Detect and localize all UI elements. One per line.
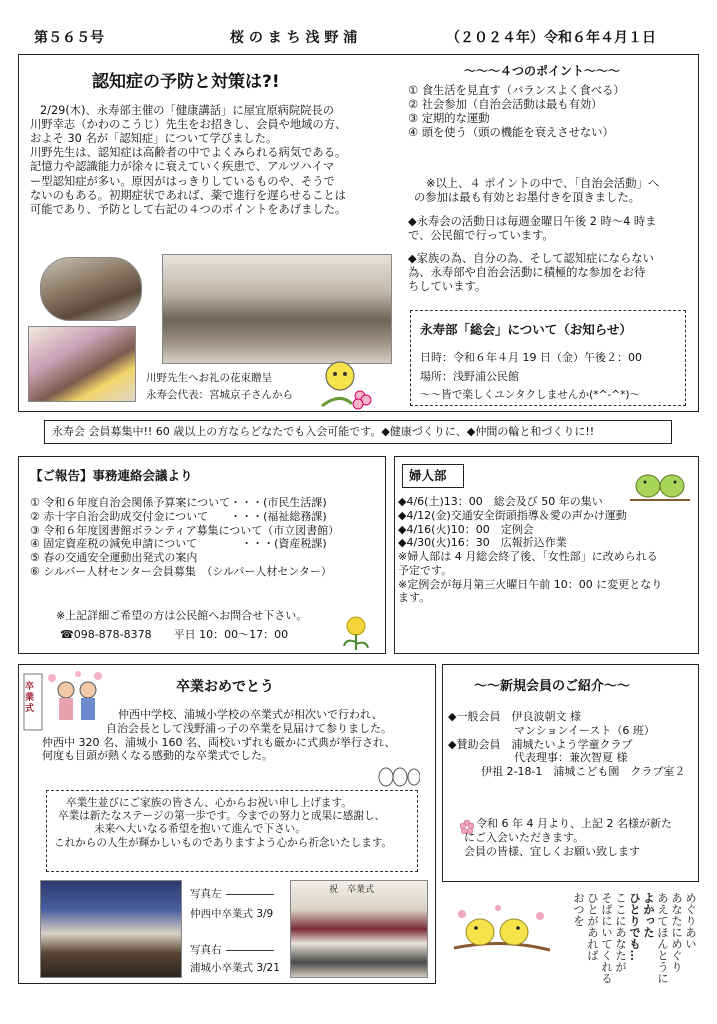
dementia-line: 可能であり、予防として右記の４つのポイントをあげました。 <box>30 202 347 216</box>
message-line: 卒業生並びにご家族の皆さん、心からお祝い申し上げます。 <box>66 797 352 809</box>
report-item: ① 令和６年度自治会関係予算案について・・・(市民生活課) <box>30 496 327 509</box>
activity-day <box>408 215 656 243</box>
family-appeal <box>408 252 654 294</box>
report-inquiry: ※上記詳細ご希望の方は公民館へお問合せ下さい。 <box>56 609 308 622</box>
poem-line: おつを <box>572 892 586 927</box>
points-note-line: ※以上、４ ポイントの中で、「自治会活動」へ <box>426 177 660 190</box>
member-line: 伊祖 2-18-1 浦城こども園 クラブ室２ <box>448 765 686 778</box>
photo-left-label: 写真左 <box>190 888 222 900</box>
lecture-photo-audience <box>162 254 392 364</box>
notice-line: にご入会いただきます。 <box>464 830 585 844</box>
poem-birds-icon <box>452 900 552 960</box>
general-meeting-title: 永寿部「総会」について（お知らせ） <box>420 322 632 337</box>
family-line: ちしています。 <box>408 280 487 294</box>
graduation-sign-text: 卒業式 <box>25 682 35 714</box>
photo-caption-representative: 永寿会代表：宮城京子さんから <box>146 389 293 401</box>
photo-left-caption: 仲西中卒業式 3/9 <box>190 908 274 920</box>
member-line: ◆賛助会員 浦城たいよう学童クラブ <box>448 737 633 751</box>
points-note <box>414 177 660 205</box>
poem-line: よかった <box>642 892 656 938</box>
activity-line: ◆永寿会の活動日は毎週金曜日午後 2 時～4 時ま <box>408 215 657 228</box>
point-item: ④ 頭を使う（頭の機能を衰えさせない） <box>408 126 614 140</box>
dementia-line: 記憶力や認識能力が徐々に衰えていく疾患で、アルツハイマ <box>30 160 335 174</box>
general-meeting-place: 場所：浅野浦公民館 <box>420 370 519 383</box>
womens-item: ◆4/16(火)10：00 定例会 <box>398 522 534 536</box>
womens-note: 予定です。 <box>398 563 453 577</box>
points-title: ～～～４つのポイント～～～ <box>464 64 621 78</box>
urashiro-graduation-photo <box>290 880 428 978</box>
notice-line: 令和 6 年 4 月より、上記 2 名様が新た <box>476 817 672 830</box>
graduation-title: 卒業おめでとう <box>176 679 274 695</box>
points-list <box>408 84 625 140</box>
report-item: ⑤ 春の交通安全運動出発式の案内 <box>30 551 198 564</box>
womens-item: ◆4/30(火)16：30 広報折込作業 <box>398 536 567 550</box>
message-line: これからの人生が輝かしいものでありますよう心から祈念いたします。 <box>54 836 393 849</box>
message-line: 卒業は新たなステージの第一歩です。今までの努力と成果に感謝し、 <box>58 810 386 823</box>
dementia-line: 2/29(木)、永寿部主催の「健康講話」に屋宜原病院院長の <box>40 104 335 117</box>
womens-note: ※婦人部は 4 月総会終了後、「女性部」に改められる <box>398 550 658 563</box>
photo-right-label: 写真右 <box>190 944 222 956</box>
general-meeting-datetime: 日時：令和６年４月 19 日（金）午後２：00 <box>420 351 642 364</box>
member-line: ◆一般会員 伊良波朝文 様 <box>448 710 581 723</box>
lecture-photo-speaker <box>40 257 142 321</box>
new-members-list <box>448 710 685 779</box>
notice-line: 会員の皆様、宜しくお願い致します <box>464 844 640 858</box>
report-phone: ☎098-878-8378 平日 10：00～17：00 <box>60 628 289 641</box>
poem-line: あえてほんとうに <box>656 892 670 984</box>
points-note-line: の参加は最も有効とお墨付きを頂きました。 <box>414 191 640 205</box>
message-line: 未来へ大いなる希望を抱いて進んで下さい。 <box>94 823 306 836</box>
graduation-line: 仲西中学校、浦城小学校の卒業式が相次いで行われ、 <box>118 708 383 721</box>
point-item: ② 社会参加（自治会活動は最も有効） <box>408 98 603 112</box>
dementia-title: 認知症の予防と対策は?! <box>92 72 280 92</box>
flower-decoration-icon <box>312 356 376 412</box>
nakanishi-graduation-photo <box>40 880 182 978</box>
graduation-message <box>54 797 392 850</box>
womens-item: ◆4/12(金)交通安全街頭指導＆愛の声かけ運動 <box>398 508 627 522</box>
womens-title: 婦人部 <box>409 468 447 483</box>
member-line: 代表理事：兼次智夏 様 <box>448 751 628 765</box>
report-list <box>30 496 339 579</box>
graduation-body <box>42 708 400 763</box>
member-line: マンションイースト（6 班） <box>448 723 655 737</box>
womens-note: ※定例会が毎月第三火曜日午前 10：00 に変更となり <box>398 577 663 591</box>
eggs-icon <box>376 762 420 788</box>
new-members-title: ～～新規会員のご紹介～～ <box>474 679 631 694</box>
poem-line: ひとがあれば <box>586 892 600 961</box>
womens-item: ◆4/6(土)13：00 総会及び 50 年の集い <box>398 495 603 508</box>
arrow-left-icon <box>226 894 274 895</box>
graduation-line: 自治会長として浅野浦っ子の卒業を見届けて参りました。 <box>106 721 392 735</box>
bouquet-photo <box>28 326 136 402</box>
new-members-notice <box>464 817 672 858</box>
womens-note: ます。 <box>398 591 431 605</box>
point-item: ① 食生活を見直す（バランスよく食べる） <box>408 84 625 97</box>
poem-calligraphy <box>548 892 698 992</box>
report-item: ③ 令和６年度図書館ボランティア募集について（市立図書館） <box>30 523 340 537</box>
point-item: ③ 定期的な運動 <box>408 112 490 126</box>
poem-line: あなたにめぐり <box>670 892 684 973</box>
poem-line: そばにいてくれる <box>600 892 614 984</box>
dementia-line: 川野幸志（かわのこうじ）先生をお招きし、会員や地域の方、 <box>30 118 347 132</box>
activity-line: で、公民館で行っています。 <box>408 229 554 243</box>
family-line: 為、永寿部や自治会活動に積極的な参加をお待 <box>408 266 646 280</box>
newsletter-title: 桜 の ま ち 浅 野 浦 <box>230 30 358 46</box>
dementia-line: ないのもある。初期症状であれば、薬で進行を遅らせることは <box>30 188 346 202</box>
report-item: ④ 固定資産税の減免申請について ・・・(資産税課) <box>30 537 327 551</box>
issue-date: （２０２４年）令和６年４月１日 <box>446 30 656 46</box>
dandelion-icon <box>336 612 376 652</box>
poem-line: ひとりでも… <box>628 892 642 961</box>
recruit-text: 永寿会 会員募集中!! 60 歳以上の方ならどなたでも入会可能です。◆健康づくりに、◆仲間の輪と和づくりに!! <box>52 425 595 438</box>
graduation-line: 何度も目頭が熱くなる感動的な卒業式でした。 <box>42 749 273 763</box>
photo-right-caption: 浦城小卒業式 3/21 <box>190 962 280 974</box>
report-item: ⑥ シルバー人材センター会員募集 （シルバー人材センター） <box>30 564 332 578</box>
dementia-line: およそ 30 名が「認知症」について学びました。 <box>30 132 278 146</box>
report-item: ② 赤十字自治会助成交付金について ・・・(福祉総務課) <box>30 509 327 523</box>
poem-line: めぐりあい <box>684 892 698 950</box>
general-meeting-invite: ～～皆で楽しくユンタクしませんか(*^-^*)～ <box>420 389 641 401</box>
issue-number: 第５６５号 <box>34 30 104 46</box>
family-line: ◆家族の為、自分の為、そして認知症にならない <box>408 252 654 265</box>
report-title: 【ご報告】事務連絡会議より <box>30 468 193 483</box>
womens-list <box>398 495 662 605</box>
dementia-line: 川野先生は、認知症は高齢者の中でよくみられる病気である。 <box>30 146 347 160</box>
poem-line: ここにあなたが <box>614 892 628 973</box>
dementia-body <box>30 104 346 217</box>
dementia-line: ー型認知症が多い。原因がはっきりしているものや、そうで <box>30 174 335 188</box>
arrow-right-icon <box>226 950 274 951</box>
graduation-line: 仲西中 320 名、浦城小 160 名、両校いずれも厳かに式典が挙行され、 <box>42 735 396 749</box>
photo-caption-bouquet: 川野先生へお礼の花束贈呈 <box>146 372 272 384</box>
stage-sign: 祝 卒業式 <box>329 885 375 895</box>
